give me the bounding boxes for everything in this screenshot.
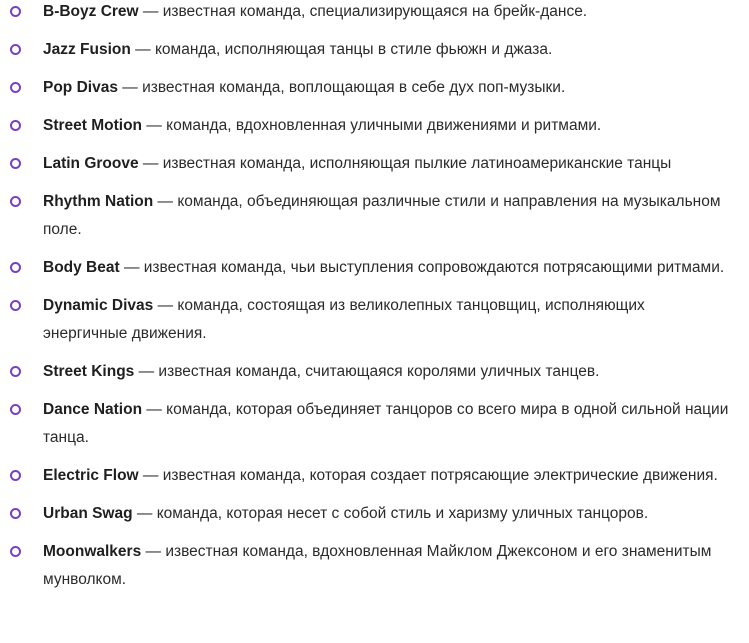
team-name: Pop Divas bbox=[43, 79, 118, 96]
team-description: — команда, которая несет с собой стиль и харизму уличных танцоров. bbox=[132, 505, 649, 522]
circle-bullet-icon bbox=[10, 6, 21, 17]
team-name: Street Motion bbox=[43, 117, 143, 134]
team-name: B-Boyz Crew bbox=[43, 3, 139, 20]
circle-bullet-icon bbox=[10, 44, 21, 55]
list-item bbox=[0, 358, 749, 386]
circle-bullet-icon bbox=[10, 158, 21, 169]
list-item bbox=[0, 292, 749, 348]
team-name: Urban Swag bbox=[43, 505, 133, 522]
list-item bbox=[0, 150, 749, 178]
circle-bullet-icon bbox=[10, 470, 21, 481]
team-description: — известная команда, вдохновленная Майклом Джексоном и его знаменитым мунволком. bbox=[43, 543, 712, 588]
team-name: Dance Nation bbox=[43, 401, 143, 418]
circle-bullet-icon bbox=[10, 300, 21, 311]
team-name: Dynamic Divas bbox=[43, 297, 154, 314]
list-item bbox=[0, 500, 749, 528]
team-description: — команда, исполняющая танцы в стиле фьюжн и джаза. bbox=[130, 41, 553, 58]
list-item bbox=[0, 254, 749, 282]
team-name: Electric Flow bbox=[43, 467, 139, 484]
list-item bbox=[0, 396, 749, 452]
list-item bbox=[0, 188, 749, 244]
team-description: — известная команда, исполняющая пылкие латиноамериканские танцы bbox=[138, 155, 672, 172]
list-item bbox=[0, 112, 749, 140]
circle-bullet-icon bbox=[10, 120, 21, 131]
circle-bullet-icon bbox=[10, 82, 21, 93]
list-item bbox=[0, 0, 749, 26]
team-description: — известная команда, считающаяся королями уличных танцев. bbox=[134, 363, 600, 380]
list-item bbox=[0, 538, 749, 594]
circle-bullet-icon bbox=[10, 262, 21, 273]
team-description: — известная команда, специализирующаяся на брейк-дансе. bbox=[138, 3, 588, 20]
team-name: Body Beat bbox=[43, 259, 120, 276]
team-name: Jazz Fusion bbox=[43, 41, 131, 58]
team-name: Rhythm Nation bbox=[43, 193, 154, 210]
team-description: — команда, состоящая из великолепных танцовщиц, исполняющих энергичные движения. bbox=[43, 297, 645, 342]
list-item bbox=[0, 36, 749, 64]
circle-bullet-icon bbox=[10, 546, 21, 557]
list-item bbox=[0, 74, 749, 102]
circle-bullet-icon bbox=[10, 196, 21, 207]
team-description: — команда, объединяющая различные стили и направления на музыкальном поле. bbox=[43, 193, 721, 238]
circle-bullet-icon bbox=[10, 404, 21, 415]
team-description: — команда, которая объединяет танцоров со всего мира в одной сильной нации танца. bbox=[43, 401, 729, 446]
team-name: Moonwalkers bbox=[43, 543, 142, 560]
team-name: Street Kings bbox=[43, 363, 135, 380]
list-item bbox=[0, 462, 749, 490]
team-description: — известная команда, чьи выступления сопровождаются потрясающими ритмами. bbox=[119, 259, 725, 276]
team-description: — известная команда, которая создает потрясающие электрические движения. bbox=[138, 467, 718, 484]
team-description: — известная команда, воплощающая в себе дух поп-музыки. bbox=[117, 79, 566, 96]
circle-bullet-icon bbox=[10, 366, 21, 377]
team-name: Latin Groove bbox=[43, 155, 139, 172]
circle-bullet-icon bbox=[10, 508, 21, 519]
team-description: — команда, вдохновленная уличными движениями и ритмами. bbox=[142, 117, 602, 134]
